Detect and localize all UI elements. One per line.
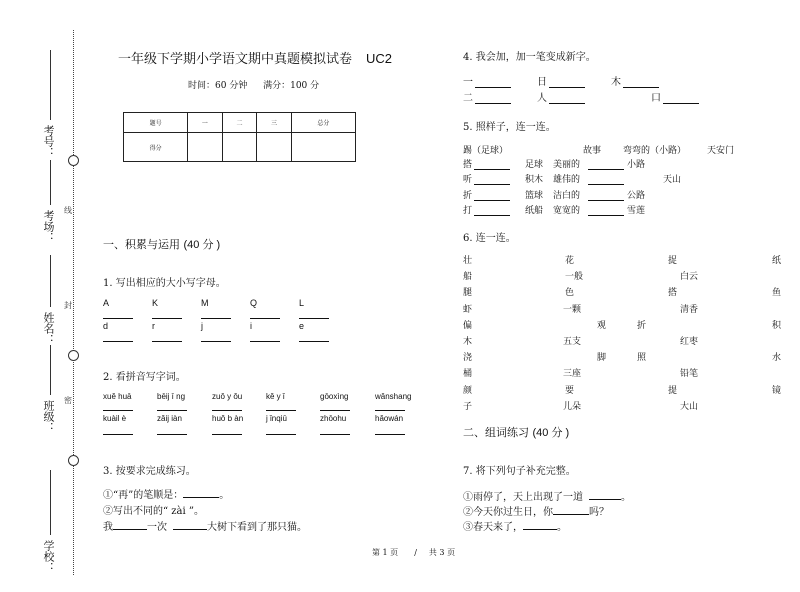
score-header-cell: 题号 (124, 113, 188, 133)
q7-line1: ①雨停了，天上出现了一道 。 (463, 492, 631, 503)
q7-title: 7. 将下列句子补充完整。 (463, 466, 576, 477)
q6-word: 色 (565, 288, 575, 299)
xuexiao-label: 学校： (42, 540, 55, 573)
q6-word: 铅笔 (680, 369, 699, 380)
q6-word: 一般 (565, 272, 584, 283)
q6-word: 折 (637, 320, 647, 331)
q6-word: 捉 (668, 256, 678, 266)
q6-word: 三座 (563, 369, 582, 380)
q6-word: 壮 (463, 256, 473, 266)
q7-line3: ③春天来了， 。 (463, 522, 567, 533)
answer-blank[interactable] (588, 200, 624, 201)
q7-line2: ②今天你过生日，你 吗？ (463, 507, 609, 518)
answer-blank[interactable] (588, 169, 624, 170)
letter-lower: i (250, 321, 252, 331)
answer-blank[interactable] (103, 410, 133, 411)
pinyin: zhōohu (320, 414, 347, 423)
pinyin: gōoxìng (320, 392, 349, 401)
q6-word: 鱼 (772, 288, 782, 299)
q6-word: 照 (637, 353, 647, 364)
answer-blank[interactable] (212, 410, 242, 411)
q6-word: 提 (668, 385, 678, 396)
answer-blank[interactable] (320, 434, 350, 435)
pinyin: xuě huā (103, 392, 132, 401)
answer-blank[interactable] (299, 341, 329, 342)
answer-blank[interactable] (553, 514, 589, 515)
answer-blank[interactable] (157, 434, 187, 435)
answer-blank[interactable] (523, 529, 557, 530)
q5-item: 纸船 (525, 206, 544, 216)
q5-item: 宽宽的 (553, 206, 581, 216)
seal-char: 封 (64, 301, 72, 310)
q6-word: 船 (463, 272, 473, 283)
exam-info: 时间：60 分钟 满分：100 分 (188, 81, 320, 91)
q5-item: 雪莲 (627, 206, 646, 216)
answer-blank[interactable] (266, 410, 296, 411)
banji-field[interactable] (50, 345, 51, 395)
answer-blank[interactable] (103, 434, 133, 435)
pinyin: j ǐnqiū (266, 414, 287, 423)
q5-item: 天山 (663, 175, 682, 185)
q6-word: 水 (772, 353, 782, 364)
letter-upper: Q (250, 298, 258, 308)
q6-word: 搭 (668, 288, 678, 299)
answer-blank[interactable] (589, 499, 621, 500)
answer-blank[interactable] (474, 215, 510, 216)
q5-item: 积木 (525, 175, 544, 185)
answer-blank[interactable] (320, 410, 350, 411)
answer-blank[interactable] (475, 87, 511, 88)
answer-blank[interactable] (549, 87, 585, 88)
letter-lower: e (299, 321, 305, 331)
answer-blank[interactable] (474, 169, 510, 170)
score-cell[interactable] (188, 133, 223, 162)
answer-blank[interactable] (299, 318, 329, 319)
q1-title: 1. 写出相应的大小写字母。 (103, 278, 226, 289)
q3-line2: ②写出不同的“ zài ”。 (103, 506, 205, 517)
binding-hole (68, 350, 79, 361)
q6-word: 浇 (463, 353, 473, 364)
kaochang-field[interactable] (50, 160, 51, 205)
pinyin: huǒ b àn (212, 414, 244, 423)
pinyin: zǎij iàn (157, 414, 182, 423)
answer-blank[interactable] (152, 341, 182, 342)
answer-blank[interactable] (103, 318, 133, 319)
answer-blank[interactable] (250, 318, 280, 319)
xuexiao-field[interactable] (50, 470, 51, 535)
xingming-label: 姓名： (42, 312, 55, 345)
q4-char: 木 (611, 77, 621, 88)
answer-blank[interactable] (103, 341, 133, 342)
section2-title: 二、组词练习 (40 分 ) (463, 426, 570, 439)
q6-word: 虾 (463, 304, 473, 315)
q5-left: 折 (463, 191, 473, 201)
q6-title: 6. 连一连。 (463, 233, 516, 244)
answer-blank[interactable] (549, 103, 585, 104)
q4-char: 一 (463, 77, 473, 88)
q6-word: 木 (463, 337, 473, 347)
score-cell[interactable] (222, 133, 257, 162)
answer-blank[interactable] (113, 529, 147, 530)
pinyin: wǎnshang (375, 392, 412, 401)
pinyin: bēij ī ng (157, 392, 186, 401)
q6-word: 白云 (680, 272, 699, 283)
q6-word: 纸 (772, 256, 782, 266)
answer-blank[interactable] (183, 497, 219, 498)
banji-label: 班级： (42, 400, 55, 433)
letter-upper: M (201, 298, 209, 308)
q5-item: 洁白的 (553, 191, 581, 201)
letter-lower: r (152, 321, 155, 331)
score-table (123, 112, 356, 162)
q6-word: 偏 (463, 320, 473, 331)
q5-title: 5. 照样子，连一连。 (463, 122, 556, 133)
answer-blank[interactable] (475, 103, 511, 104)
score-header-cell: 总分 (291, 113, 355, 133)
q4-char: 二 (463, 93, 473, 104)
pinyin: kě y ǐ (266, 392, 285, 401)
binding-dotted-line (73, 30, 74, 575)
pinyin: zuǒ y ǒu (212, 392, 243, 401)
answer-blank[interactable] (375, 434, 405, 435)
pinyin: kuàil è (103, 414, 127, 423)
letter-upper: A (103, 298, 110, 308)
q6-word: 清香 (680, 304, 699, 315)
q6-word: 桶 (463, 369, 473, 380)
letter-upper: L (299, 298, 305, 308)
q2-title: 2. 看拼音写字词。 (103, 372, 186, 383)
q5-example: 天安门 (707, 146, 735, 156)
q6-word: 腿 (463, 288, 473, 299)
q6-word: 红枣 (680, 337, 699, 347)
score-row-label: 得分 (124, 133, 188, 162)
answer-blank[interactable] (173, 529, 207, 530)
answer-blank[interactable] (201, 341, 231, 342)
seal-char: 密 (64, 396, 72, 405)
q5-example-left: 踢（足球） (463, 146, 509, 156)
q6-word: 镜 (772, 385, 782, 396)
letter-upper: K (152, 298, 159, 308)
kaochang-label: 考场： (42, 210, 55, 243)
q6-word: 大山 (680, 401, 699, 412)
q5-item: 足球 (525, 160, 544, 170)
answer-blank[interactable] (152, 318, 182, 319)
page-title: 一年级下学期小学语文期中真题模拟试卷 UC2 (118, 51, 393, 67)
q5-left: 打 (463, 206, 473, 216)
q5-example: 弯弯的（小路） (623, 146, 687, 156)
q6-word: 要 (565, 385, 575, 396)
score-header-cell: 二 (222, 113, 257, 133)
q5-example: 故事 (583, 146, 602, 156)
pinyin: hǎowán (375, 414, 404, 423)
letter-lower: j (201, 321, 203, 331)
q5-left: 听 (463, 175, 473, 185)
answer-blank[interactable] (474, 200, 510, 201)
answer-blank[interactable] (201, 318, 231, 319)
seal-char: 线 (64, 206, 72, 215)
q3-title: 3. 按要求完成练习。 (103, 466, 196, 477)
answer-blank[interactable] (212, 434, 242, 435)
q4-char: 日 (537, 77, 547, 88)
q6-word: 颜 (463, 385, 473, 396)
q6-word: 五支 (563, 337, 582, 347)
kaohao-label: 考号： (42, 125, 55, 158)
q5-left: 搭 (463, 160, 473, 170)
section1-title: 一、积累与运用 (40 分 ) (103, 238, 221, 251)
binding-hole (68, 155, 79, 166)
score-header-cell: 一 (188, 113, 223, 133)
xingming-field[interactable] (50, 255, 51, 307)
answer-blank[interactable] (588, 184, 624, 185)
page-footer: 第 1 页 / 共 3 页 (372, 548, 456, 557)
q5-item: 美丽的 (553, 160, 581, 170)
answer-blank[interactable] (588, 215, 624, 216)
answer-blank[interactable] (157, 410, 187, 411)
q6-word: 儿朵 (563, 401, 582, 412)
binding-hole (68, 455, 79, 466)
kaohao-field[interactable] (50, 50, 51, 120)
score-header-cell: 三 (257, 113, 292, 133)
q5-item: 雄伟的 (553, 175, 581, 185)
q6-word: 子 (463, 401, 473, 412)
q6-word: 积 (772, 320, 782, 331)
q4-char: 人 (537, 93, 547, 104)
q6-word: 脚 (597, 353, 607, 364)
answer-blank[interactable] (375, 410, 405, 411)
q4-title: 4. 我会加，加一笔变成新字。 (463, 52, 596, 63)
q3-line3: 我 一次 大树下看到了那只猫。 (103, 522, 307, 533)
q4-char: 口 (651, 93, 661, 104)
answer-blank[interactable] (266, 434, 296, 435)
q5-item: 篮球 (525, 191, 544, 201)
q6-word: 一颗 (563, 304, 582, 315)
q5-item: 小路 (627, 160, 646, 170)
q6-word: 观 (597, 320, 607, 331)
q6-word: 花 (565, 256, 575, 266)
answer-blank[interactable] (623, 87, 659, 88)
score-cell[interactable] (257, 133, 292, 162)
q5-item: 公路 (627, 191, 646, 201)
letter-lower: d (103, 321, 109, 331)
answer-blank[interactable] (250, 341, 280, 342)
answer-blank[interactable] (474, 184, 510, 185)
score-cell[interactable] (291, 133, 355, 162)
answer-blank[interactable] (663, 103, 699, 104)
q3-line1: ①“再”的笔顺是： 。 (103, 490, 230, 501)
